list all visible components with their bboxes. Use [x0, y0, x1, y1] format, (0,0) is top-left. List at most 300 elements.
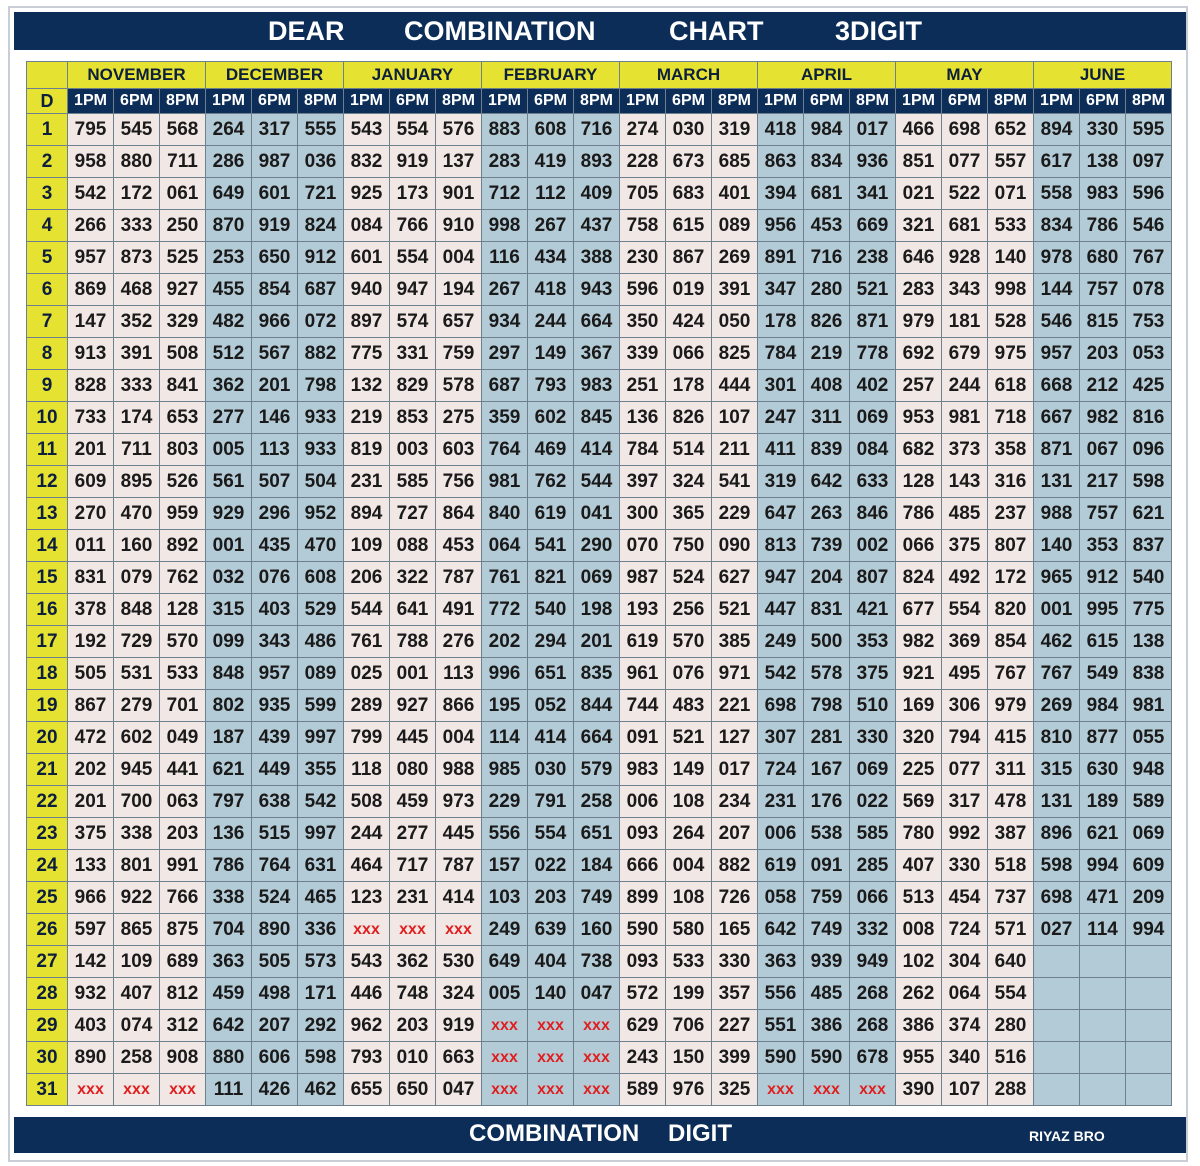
result-cell: 692 [896, 338, 942, 370]
result-cell: 485 [804, 978, 850, 1010]
result-cell: 199 [666, 978, 712, 1010]
result-cell: 932 [68, 978, 114, 1010]
result-cell: 807 [850, 562, 896, 594]
result-cell: 140 [1034, 530, 1080, 562]
result-cell: 114 [1080, 914, 1126, 946]
result-cell: 925 [344, 178, 390, 210]
result-cell: 402 [850, 370, 896, 402]
result-cell: 983 [620, 754, 666, 786]
result-cell: 649 [482, 946, 528, 978]
result-cell: 528 [988, 306, 1034, 338]
table-row [27, 978, 1172, 1010]
result-cell: 569 [896, 786, 942, 818]
slot-header: 1PM [1034, 89, 1080, 114]
result-cell: 758 [620, 210, 666, 242]
day-number: 12 [27, 466, 68, 498]
result-cell: 578 [436, 370, 482, 402]
result-cell: 317 [252, 114, 298, 146]
result-cell: 596 [1126, 178, 1172, 210]
table-row [27, 626, 1172, 658]
result-cell: 834 [1034, 210, 1080, 242]
result-cell: 994 [1126, 914, 1172, 946]
result-cell: 374 [942, 1010, 988, 1042]
result-cell: 321 [896, 210, 942, 242]
result-cell: 198 [574, 594, 620, 626]
day-number: 9 [27, 370, 68, 402]
result-cell: 952 [298, 498, 344, 530]
result-cell: 554 [988, 978, 1034, 1010]
result-cell: 764 [482, 434, 528, 466]
result-cell: 841 [160, 370, 206, 402]
result-cell: 184 [574, 850, 620, 882]
result-cell: 209 [1126, 882, 1172, 914]
result-cell: 810 [1034, 722, 1080, 754]
result-cell: 608 [298, 562, 344, 594]
result-cell: 330 [712, 946, 758, 978]
result-cell: 201 [574, 626, 620, 658]
result-cell: 169 [896, 690, 942, 722]
result-cell: 320 [896, 722, 942, 754]
day-number: 3 [27, 178, 68, 210]
result-cell: 786 [1080, 210, 1126, 242]
result-cell: 787 [436, 562, 482, 594]
result-cell: 112 [528, 178, 574, 210]
result-cell: 111 [206, 1074, 252, 1106]
result-cell: 631 [298, 850, 344, 882]
result-cell: 444 [712, 370, 758, 402]
result-cell: 919 [390, 146, 436, 178]
result-cell: 316 [988, 466, 1034, 498]
result-cell: 621 [206, 754, 252, 786]
result-cell: 114 [482, 722, 528, 754]
result-cell: 267 [482, 274, 528, 306]
month-header-june: JUNE [1034, 62, 1172, 89]
result-cell: 650 [390, 1074, 436, 1106]
result-cell: 541 [712, 466, 758, 498]
result-cell: 074 [114, 1010, 160, 1042]
result-cell: 128 [160, 594, 206, 626]
table-row [27, 370, 1172, 402]
result-cell: 784 [620, 434, 666, 466]
result-cell: 109 [114, 946, 160, 978]
result-cell: 504 [298, 466, 344, 498]
result-cell: 181 [942, 306, 988, 338]
result-cell: 664 [574, 306, 620, 338]
result-cell: 775 [1126, 594, 1172, 626]
result-cell: 549 [1080, 658, 1126, 690]
result-cell: 685 [712, 146, 758, 178]
result-cell: 803 [160, 434, 206, 466]
result-cell: 362 [390, 946, 436, 978]
no-result-cell: xxx [114, 1074, 160, 1106]
result-cell: 618 [988, 370, 1034, 402]
result-cell: 001 [206, 530, 252, 562]
result-cell: 609 [1126, 850, 1172, 882]
result-cell: 919 [436, 1010, 482, 1042]
result-cell: 961 [620, 658, 666, 690]
no-result-cell: xxx [574, 1074, 620, 1106]
result-cell: 063 [160, 786, 206, 818]
result-cell: 201 [68, 434, 114, 466]
result-cell: 761 [344, 626, 390, 658]
result-cell: 698 [1034, 882, 1080, 914]
day-number: 25 [27, 882, 68, 914]
table-row [27, 786, 1172, 818]
result-cell: 778 [850, 338, 896, 370]
result-cell: 022 [850, 786, 896, 818]
empty-cell [1080, 946, 1126, 978]
result-cell: 211 [712, 434, 758, 466]
result-cell: 652 [988, 114, 1034, 146]
result-cell: 498 [252, 978, 298, 1010]
result-cell: 077 [942, 754, 988, 786]
result-cell: 574 [390, 306, 436, 338]
result-cell: 140 [988, 242, 1034, 274]
result-cell: 171 [298, 978, 344, 1010]
result-cell: 542 [68, 178, 114, 210]
result-cell: 958 [68, 146, 114, 178]
result-cell: 873 [114, 242, 160, 274]
result-cell: 333 [114, 210, 160, 242]
result-cell: 025 [344, 658, 390, 690]
result-cell: 933 [298, 402, 344, 434]
result-cell: 204 [804, 562, 850, 594]
result-cell: 462 [298, 1074, 344, 1106]
table-row [27, 466, 1172, 498]
result-cell: 006 [620, 786, 666, 818]
result-cell: 017 [712, 754, 758, 786]
empty-cell [1034, 946, 1080, 978]
result-cell: 250 [160, 210, 206, 242]
result-cell: 816 [1126, 402, 1172, 434]
result-cell: 276 [436, 626, 482, 658]
result-cell: 172 [988, 562, 1034, 594]
result-cell: 629 [620, 1010, 666, 1042]
result-cell: 507 [252, 466, 298, 498]
result-cell: 353 [1080, 530, 1126, 562]
result-cell: 347 [758, 274, 804, 306]
result-cell: 870 [206, 210, 252, 242]
slot-header: 8PM [988, 89, 1034, 114]
result-cell: 330 [1080, 114, 1126, 146]
result-cell: 514 [666, 434, 712, 466]
result-cell: 262 [896, 978, 942, 1010]
result-cell: 466 [896, 114, 942, 146]
result-cell: 576 [436, 114, 482, 146]
result-cell: 554 [390, 242, 436, 274]
result-cell: 927 [390, 690, 436, 722]
result-cell: 411 [758, 434, 804, 466]
result-cell: 700 [114, 786, 160, 818]
result-cell: 971 [712, 658, 758, 690]
result-cell: 669 [850, 210, 896, 242]
result-cell: 312 [160, 1010, 206, 1042]
result-cell: 869 [68, 274, 114, 306]
result-cell: 525 [160, 242, 206, 274]
day-number: 1 [27, 114, 68, 146]
slot-header: 1PM [896, 89, 942, 114]
table-row [27, 274, 1172, 306]
slot-header-row [27, 89, 1172, 114]
result-cell: 795 [68, 114, 114, 146]
result-cell: 187 [206, 722, 252, 754]
result-cell: 319 [712, 114, 758, 146]
result-cell: 067 [1080, 434, 1126, 466]
title-word: 3DIGIT [835, 16, 923, 46]
result-cell: 829 [390, 370, 436, 402]
empty-cell [1080, 1074, 1126, 1106]
slot-header: 8PM [850, 89, 896, 114]
result-cell: 421 [850, 594, 896, 626]
result-cell: 570 [160, 626, 206, 658]
result-cell: 202 [482, 626, 528, 658]
result-cell: 146 [252, 402, 298, 434]
result-cell: 757 [1080, 498, 1126, 530]
result-cell: 630 [1080, 754, 1126, 786]
result-cell: 992 [942, 818, 988, 850]
result-cell: 558 [1034, 178, 1080, 210]
result-cell: 010 [390, 1042, 436, 1074]
footer-credit: RIYAZ BRO [1029, 1128, 1105, 1144]
result-cell: 983 [574, 370, 620, 402]
result-cell: 997 [298, 818, 344, 850]
result-cell: 739 [804, 530, 850, 562]
result-cell: 275 [436, 402, 482, 434]
result-cell: 573 [298, 946, 344, 978]
result-cell: 227 [712, 1010, 758, 1042]
result-cell: 047 [574, 978, 620, 1010]
result-cell: 331 [390, 338, 436, 370]
table-row [27, 114, 1172, 146]
result-cell: 995 [1080, 594, 1126, 626]
result-cell: 281 [804, 722, 850, 754]
result-cell: 078 [1126, 274, 1172, 306]
result-cell: 882 [712, 850, 758, 882]
result-cell: 108 [666, 786, 712, 818]
result-cell: 193 [620, 594, 666, 626]
result-cell: 826 [804, 306, 850, 338]
result-cell: 266 [68, 210, 114, 242]
result-cell: 513 [896, 882, 942, 914]
result-cell: 178 [666, 370, 712, 402]
result-cell: 642 [206, 1010, 252, 1042]
result-cell: 762 [528, 466, 574, 498]
result-cell: 108 [666, 882, 712, 914]
result-cell: 687 [482, 370, 528, 402]
result-cell: 277 [206, 402, 252, 434]
result-cell: 388 [574, 242, 620, 274]
result-cell: 385 [712, 626, 758, 658]
result-cell: 257 [896, 370, 942, 402]
result-cell: 750 [666, 530, 712, 562]
result-cell: 775 [344, 338, 390, 370]
result-cell: 981 [1126, 690, 1172, 722]
result-cell: 478 [988, 786, 1034, 818]
result-cell: 706 [666, 1010, 712, 1042]
result-cell: 965 [1034, 562, 1080, 594]
result-cell: 589 [620, 1074, 666, 1106]
result-cell: 022 [528, 850, 574, 882]
result-cell: 136 [620, 402, 666, 434]
result-cell: 943 [574, 274, 620, 306]
result-cell: 089 [298, 658, 344, 690]
result-cell: 004 [666, 850, 712, 882]
result-cell: 947 [758, 562, 804, 594]
table-row [27, 562, 1172, 594]
result-cell: 426 [252, 1074, 298, 1106]
result-cell: 912 [1080, 562, 1126, 594]
result-cell: 981 [482, 466, 528, 498]
result-cell: 167 [804, 754, 850, 786]
result-cell: 002 [850, 530, 896, 562]
result-cell: 482 [206, 306, 252, 338]
result-cell: 492 [942, 562, 988, 594]
empty-cell [1034, 1010, 1080, 1042]
result-cell: 819 [344, 434, 390, 466]
result-cell: 336 [298, 914, 344, 946]
result-cell: 757 [1080, 274, 1126, 306]
result-cell: 338 [114, 818, 160, 850]
result-cell: 880 [114, 146, 160, 178]
result-cell: 019 [666, 274, 712, 306]
result-cell: 619 [758, 850, 804, 882]
slot-header: 1PM [758, 89, 804, 114]
title-word: COMBINATION [404, 16, 596, 46]
result-cell: 465 [298, 882, 344, 914]
result-cell: 079 [114, 562, 160, 594]
result-cell: 140 [528, 978, 574, 1010]
result-cell: 165 [712, 914, 758, 946]
result-cell: 149 [528, 338, 574, 370]
result-cell: 283 [896, 274, 942, 306]
result-cell: 445 [436, 818, 482, 850]
result-cell: 919 [252, 210, 298, 242]
result-cell: 357 [712, 978, 758, 1010]
result-cell: 446 [344, 978, 390, 1010]
slot-header: 6PM [114, 89, 160, 114]
result-cell: 286 [206, 146, 252, 178]
result-cell: 195 [482, 690, 528, 722]
result-cell: 716 [804, 242, 850, 274]
result-cell: 892 [160, 530, 206, 562]
result-cell: 143 [942, 466, 988, 498]
result-cell: 373 [942, 434, 988, 466]
result-cell: 890 [252, 914, 298, 946]
result-cell: 407 [896, 850, 942, 882]
result-cell: 544 [574, 466, 620, 498]
no-result-cell: xxx [436, 914, 482, 946]
result-cell: 767 [1034, 658, 1080, 690]
result-cell: 107 [712, 402, 758, 434]
table-row [27, 402, 1172, 434]
day-number: 29 [27, 1010, 68, 1042]
day-number: 26 [27, 914, 68, 946]
result-cell: 621 [1080, 818, 1126, 850]
result-cell: 531 [114, 658, 160, 690]
result-cell: 786 [206, 850, 252, 882]
result-cell: 875 [160, 914, 206, 946]
result-cell: 890 [68, 1042, 114, 1074]
result-cell: 408 [804, 370, 850, 402]
table-row [27, 210, 1172, 242]
result-cell: 627 [712, 562, 758, 594]
result-cell: 615 [666, 210, 712, 242]
result-cell: 705 [620, 178, 666, 210]
result-cell: 378 [68, 594, 114, 626]
result-cell: 290 [574, 530, 620, 562]
result-cell: 589 [1126, 786, 1172, 818]
result-cell: 447 [758, 594, 804, 626]
result-cell: 064 [482, 530, 528, 562]
result-cell: 928 [942, 242, 988, 274]
no-result-cell: xxx [482, 1042, 528, 1074]
day-number: 11 [27, 434, 68, 466]
result-cell: 069 [850, 754, 896, 786]
result-cell: 462 [1034, 626, 1080, 658]
result-cell: 590 [758, 1042, 804, 1074]
result-cell: 711 [160, 146, 206, 178]
result-cell: 414 [528, 722, 574, 754]
result-cell: 556 [758, 978, 804, 1010]
no-result-cell: xxx [160, 1074, 206, 1106]
result-cell: 807 [988, 530, 1034, 562]
result-cell: 798 [804, 690, 850, 722]
day-number: 8 [27, 338, 68, 370]
result-cell: 542 [758, 658, 804, 690]
result-cell: 080 [390, 754, 436, 786]
result-cell: 325 [712, 1074, 758, 1106]
result-cell: 201 [252, 370, 298, 402]
result-cell: 542 [298, 786, 344, 818]
result-cell: 505 [252, 946, 298, 978]
no-result-cell: xxx [850, 1074, 896, 1106]
result-cell: 053 [1126, 338, 1172, 370]
result-cell: 821 [528, 562, 574, 594]
result-cell: 991 [160, 850, 206, 882]
slot-header: 1PM [206, 89, 252, 114]
result-cell: 603 [436, 434, 482, 466]
result-cell: 982 [896, 626, 942, 658]
result-cell: 786 [896, 498, 942, 530]
result-cell: 253 [206, 242, 252, 274]
result-cell: 749 [804, 914, 850, 946]
result-cell: 839 [804, 434, 850, 466]
result-cell: 324 [666, 466, 712, 498]
no-result-cell: xxx [758, 1074, 804, 1106]
result-cell: 469 [528, 434, 574, 466]
result-cell: 212 [1080, 370, 1126, 402]
result-cell: 966 [252, 306, 298, 338]
month-header-november: NOVEMBER [68, 62, 206, 89]
result-cell: 071 [988, 178, 1034, 210]
table-row [27, 946, 1172, 978]
day-column-header: D [27, 89, 68, 114]
result-cell: 912 [298, 242, 344, 274]
result-cell: 296 [252, 498, 298, 530]
result-cell: 687 [298, 274, 344, 306]
result-cell: 069 [574, 562, 620, 594]
result-cell: 470 [114, 498, 160, 530]
result-cell: 913 [68, 338, 114, 370]
month-header-february: FEBRUARY [482, 62, 620, 89]
day-number: 20 [27, 722, 68, 754]
result-cell: 844 [574, 690, 620, 722]
combination-chart-table [26, 61, 1172, 1106]
slot-header: 6PM [528, 89, 574, 114]
result-cell: 510 [850, 690, 896, 722]
day-number: 4 [27, 210, 68, 242]
result-cell: 274 [620, 114, 666, 146]
